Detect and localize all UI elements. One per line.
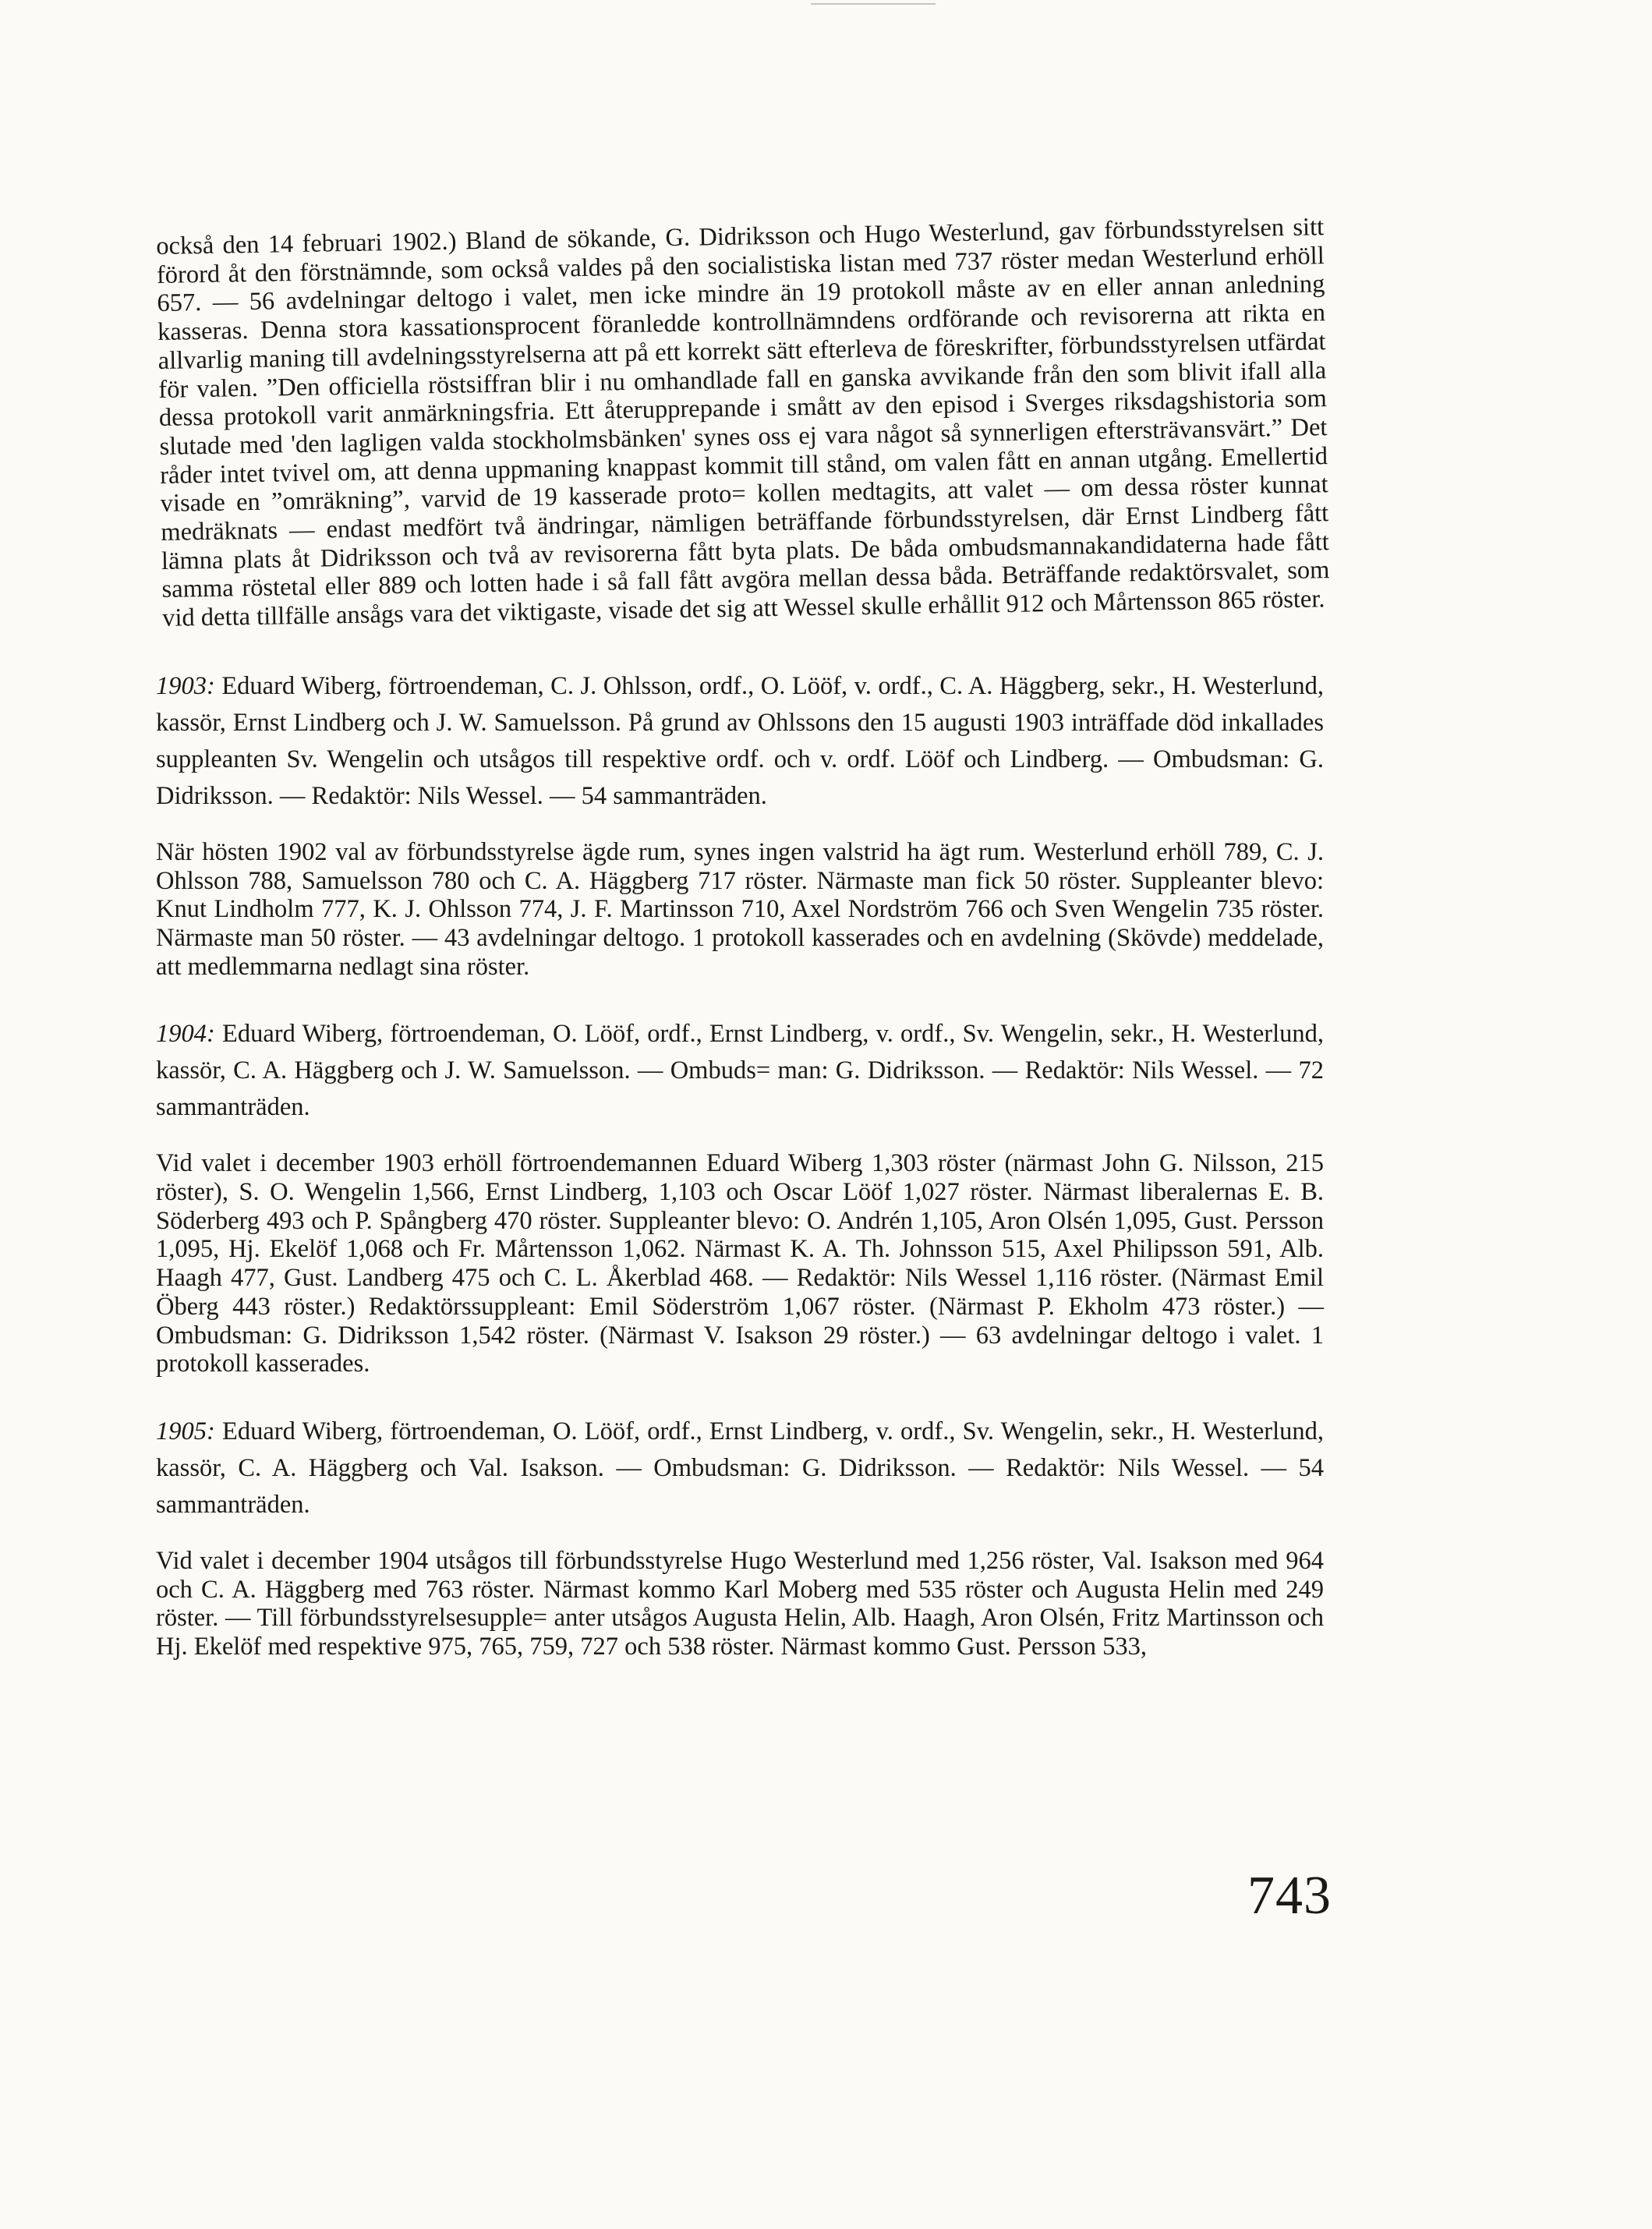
section-year: 1905: <box>156 1417 215 1445</box>
scan-edge-mark <box>811 3 936 5</box>
section-1904 <box>156 1016 1324 1126</box>
paragraph-1902-continuation <box>156 213 1330 633</box>
paragraph-text: Vid valet i december 1904 utsågos till förbundsstyrelse Hugo Westerlund med 1,256 röster, Val. Isakson med 964 och C. A. Häggberg med 763 röster. Närmast kommo Karl Moberg med 535 röster och Augusta Helin med 249 röster. — Till förbundsstyrelsesupple= anter utsågos Augusta Helin, Alb. Haagh, Aron Olsén, Fritz Martinsson och Hj. Ekelöf med respektive 975, 765, 759, 727 och 538 röster. Närmast kommo Gust. Persson 533, <box>156 1546 1324 1661</box>
paragraph-1904-election <box>156 1547 1324 1661</box>
paragraph-text: Vid valet i december 1903 erhöll förtroendemannen Eduard Wiberg 1,303 röster (närmast John G. Nilsson, 215 röster), S. O. Wengelin 1,566, Ernst Lindberg, 1,103 och Oscar Lööf 1,027 röster. Närmast liberalernas E. B. Söderberg 493 och P. Spångberg 470 röster. Suppleanter blevo: O. Andrén 1,105, Aron Olsén 1,095, Gust. Persson 1,095, Hj. Ekelöf 1,068 och Fr. Mårtensson 1,062. Närmast K. A. Th. Johnsson 515, Axel Philipsson 591, Alb. Haagh 477, Gust. Landberg 475 och C. L. Åkerblad 468. — Redaktör: Nils Wessel 1,116 röster. (Närmast Emil Öberg 443 röster.) Redaktörssuppleant: Emil Söderström 1,067 röster. (Närmast P. Ekholm 473 röster.) — Ombudsman: G. Didriksson 1,542 röster. (Närmast V. Isakson 29 röster.) — 63 avdelningar deltogo i valet. 1 protokoll kasserades. <box>156 1149 1324 1378</box>
section-year: 1904: <box>156 1020 215 1049</box>
page-number: 743 <box>1247 1866 1332 1926</box>
paragraph-1903-election <box>156 1149 1324 1378</box>
section-body: Eduard Wiberg, förtroendeman, O. Lööf, ordf., Ernst Lindberg, v. ordf., Sv. Wengelin, sekr., H. Westerlund, kassör, C. A. Häggberg och J. W. Samuelsson. — Ombuds= man: G. Didriksson. — Redaktör: Nils Wessel. — 72 sammanträden. <box>156 1020 1324 1122</box>
section-year: 1903: <box>156 671 215 700</box>
section-text <box>156 1016 1324 1126</box>
section-1905 <box>156 1413 1324 1523</box>
page-body <box>156 213 1330 1661</box>
section-text <box>156 1413 1324 1523</box>
paragraph-text: också den 14 februari 1902.) Bland de sökande, G. Didriksson och Hugo Westerlund, gav förbundsstyrelsen sitt förord åt den förstnämnde, som också valdes på den socialistiska listan med 737 röster medan Westerlund erhöll 657. — 56 avdelningar deltogo i valet, men icke mindre än 19 protokoll måste av en eller annan anledning kasseras. Denna stora kassationsprocent föranledde kontrollnämndens ordförande och revisorerna att rikta en allvarlig maning till avdelningsstyrelserna att på ett korrekt sätt efterleva de föreskrifter, förbundsstyrelsen utfärdat för valen. ”Den officiella röstsiffran blir i nu omhandlade fall en ganska avvikande från den som blivit ifall alla dessa protokoll varit anmärkningsfria. Ett återupprepande i smått av den episod i Sverges riksdagshistoria som slutade med 'den lagligen valda stockholmsbänken' synes oss ej vara något så synnerligen eftersträvansvärt.” Det råder intet tvivel om, att denna uppmaning knappast kommit till stånd, om valen fått en annan utgång. Emellertid visade en ”omräkning”, varvid de 19 kasserade proto= kollen medtagits, att valet — om dessa röster kunnat medräknats — endast medfört två ändringar, nämligen beträffande förbundsstyrelsen, där Ernst Lindberg fått lämna plats åt Didriksson och två av revisorerna fått byta plats. De båda ombudsmannakandidaterna hade fått samma röstetal eller 889 och lotten hade i så fall fått avgöra mellan dessa båda. Beträffande redaktörsvalet, som vid detta tillfälle ansågs vara det viktigaste, visade det sig att Wessel skulle erhållit 912 och Mårtensson 865 röster. <box>156 213 1330 633</box>
paragraph-text: När hösten 1902 val av förbundsstyrelse ägde rum, synes ingen valstrid ha ägt rum. Westerlund erhöll 789, C. J. Ohlsson 788, Samuelsson 780 och C. A. Häggberg 717 röster. Närmaste man fick 50 röster. Suppleanter blevo: Knut Lindholm 777, K. J. Ohlsson 774, J. F. Martinsson 710, Axel Nordström 766 och Sven Wengelin 735 röster. Närmaste man 50 röster. — 43 avdelningar deltogo. 1 protokoll kasserades och en avdelning (Skövde) meddelade, att medlemmarna nedlagt sina röster. <box>156 837 1324 981</box>
section-body: Eduard Wiberg, förtroendeman, C. J. Ohlsson, ordf., O. Lööf, v. ordf., C. A. Häggberg, sekr., H. Westerlund, kassör, Ernst Lindberg och J. W. Samuelsson. På grund av Ohlssons den 15 augusti 1903 inträffade död inkallades suppleanten Sv. Wengelin och utsågos till respektive ordf. och v. ordf. Lööf och Lindberg. — Ombudsman: G. Didriksson. — Redaktör: Nils Wessel. — 54 sammanträden. <box>156 671 1324 810</box>
section-body: Eduard Wiberg, förtroendeman, O. Lööf, ordf., Ernst Lindberg, v. ordf., Sv. Wengelin, sekr., H. Westerlund, kassör, C. A. Häggberg och Val. Isakson. — Ombudsman: G. Didriksson. — Redaktör: Nils Wessel. — 54 sammanträden. <box>156 1417 1324 1519</box>
paragraph-1902-election <box>156 838 1324 982</box>
section-1903 <box>156 668 1324 815</box>
section-text <box>156 668 1324 815</box>
